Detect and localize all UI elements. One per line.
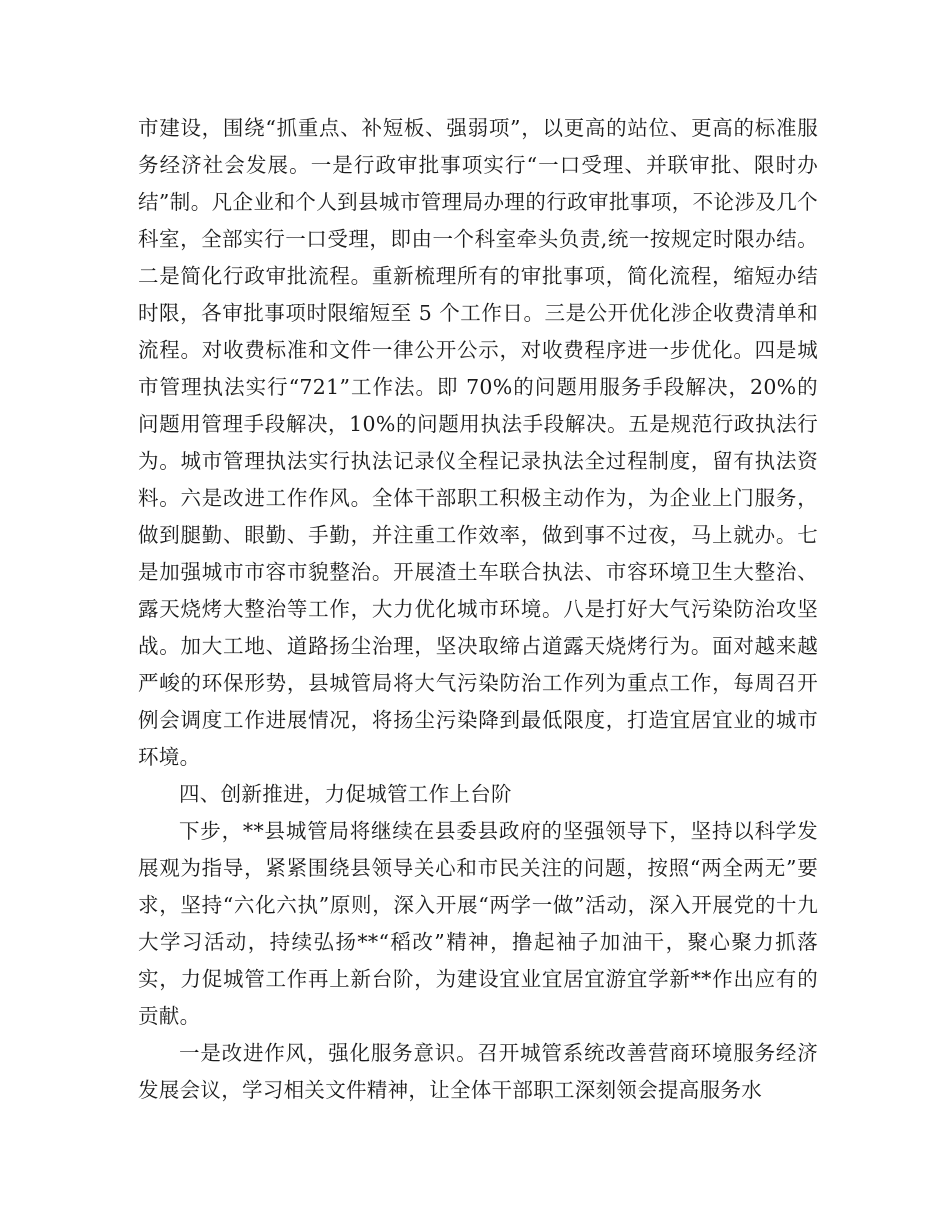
paragraph-continuation: 市建设，围绕“抓重点、补短板、强弱项”，以更高的站位、更高的标准服务经济社会发展。一是行政审批事项实行“一口受理、并联审批、限时办结”制。凡企业和个人到县城市管理局办理的行政审批事项，不论涉及几个科室，全部实行一口受理，即由一个科室牵头负责,统一按规定时限办结。二是简化行政审批流程。重新梳理所有的审批事项，简化流程，缩短办结时限，各审批事项时限缩短至 5 个工作日。三是公开优化涉企收费清单和流程。对收费标准和文件一律公开公示，对收费程序进一步优化。四是城市管理执法实行“721”工作法。即 70%的问题用服务手段解决，20%的问题用管理手段解决，10%的问题用执法手段解决。五是规范行政执法行为。城市管理执法实行执法记录仪全程记录执法全过程制度，留有执法资料。六是改进工作作风。全体干部职工积极主动作为，为企业上门服务，做到腿勤、眼勤、手勤，并注重工作效率，做到事不过夜，马上就办。七是加强城市市容市貌整治。开展渣土车联合执法、市容环境卫生大整治、露天烧烤大整治等工作，大力优化城市环境。八是打好大气污染防治攻坚战。加大工地、道路扬尘治理，坚决取缔占道露天烧烤行为。面对越来越严峻的环保形势，县城管局将大气污染防治工作列为重点工作，每周召开例会调度工作进展情况，将扬尘污染降到最低限度，打造宜居宜业的城市环境。 <box>138 116 818 769</box>
document-body <box>138 110 818 1109</box>
paragraph: 一是改进作风，强化服务意识。召开城管系统改善营商环境服务经济发展会议，学习相关文件精神，让全体干部职工深刻领会提高服务水 <box>138 1041 818 1102</box>
paragraph: 下步，**县城管局将继续在县委县政府的坚强领导下，坚持以科学发展观为指导，紧紧围绕县领导关心和市民关注的问题，按照“两全两无”要求，坚持“六化六执”原则，深入开展“两学一做”活动，深入开展党的十九大学习活动，持续弘扬**“稻改”精神，撸起袖子加油干，聚心聚力抓落实，力促城管工作再上新台阶，为建设宜业宜居宜游宜学新**作出应有的贡献。 <box>138 819 818 1028</box>
section-heading: 四、创新推进，力促城管工作上台阶 <box>179 782 512 806</box>
